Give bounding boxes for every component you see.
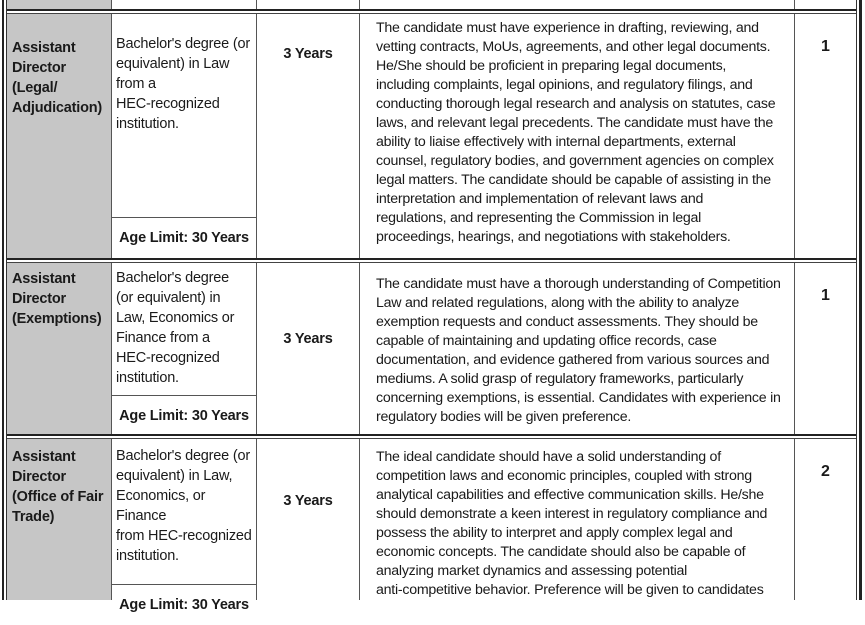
experience-cell (257, 263, 360, 435)
position-line: Adjudication) (12, 100, 103, 116)
position-line: (Office of Fair (12, 489, 104, 505)
qualification-cell (112, 14, 257, 259)
qualification-line: from HEC-recognized (116, 528, 252, 544)
description-cell (360, 439, 795, 600)
table-border-right (859, 0, 862, 600)
previous-row-stub (7, 0, 856, 9)
position-line: (Exemptions) (12, 311, 102, 327)
description-line: possess the ability to interpret and apply complex legal and (376, 525, 733, 541)
description-line: regulations, and representing the Commission in legal (376, 210, 702, 226)
position-line: Director (12, 469, 66, 485)
experience-cell (257, 0, 360, 9)
description-line: should demonstrate a keen interest in regulatory compliance and (376, 506, 768, 522)
description-line: laws, and relevant legal precedents. The candidate must have the (376, 115, 774, 131)
experience-cell (257, 14, 360, 259)
qualification-cell (112, 0, 257, 9)
title-cell (7, 0, 112, 9)
description-line: Law and related regulations, along with the ability to analyze (376, 295, 740, 311)
position-line: Director (12, 291, 66, 307)
experience-value: 3 Years (283, 331, 333, 347)
qualification-line: Bachelor's degree (116, 270, 230, 286)
posts-count: 2 (821, 463, 830, 480)
description-line: anti-competitive behavior. Preference will be given to candidates (376, 582, 764, 598)
description-line: ability to liaise effectively with internal departments, external (376, 134, 736, 150)
table-border-left (2, 0, 4, 600)
table-row (7, 263, 856, 435)
experience-value: 3 Years (283, 46, 333, 62)
age-limit: Age Limit: 30 Years (112, 584, 256, 625)
qualification-line: institution. (116, 370, 179, 386)
qualification-cell (112, 263, 257, 435)
qualification-line: Bachelor's degree (or (116, 36, 250, 52)
position-line: (Legal/ (12, 80, 58, 96)
qualification-line: HEC-recognized (116, 96, 220, 112)
qualification-text (116, 446, 254, 566)
description-line: competition laws and economic principles, coupled with strong (376, 468, 752, 484)
experience-cell (257, 439, 360, 600)
description-cell (360, 14, 795, 259)
qualification-text (116, 34, 254, 134)
description-line: economic concepts. The candidate should also be capable of (376, 544, 746, 560)
position-title (7, 14, 112, 259)
description-line: interpretation and implementation of relevant laws and (376, 191, 704, 207)
posts-count: 1 (821, 38, 830, 55)
description-line: mediums. A solid grasp of regulatory frameworks, particularly (376, 371, 744, 387)
description-cell (360, 263, 795, 435)
qualification-line: Law, Economics or (116, 310, 235, 326)
description-line: including complaints, legal opinions, and regulatory filings, and (376, 77, 753, 93)
description-line: concerning exemptions, is essential. Candidates with experience in (376, 390, 781, 406)
qualification-line: institution. (116, 116, 179, 132)
position-line: Assistant (12, 271, 76, 287)
qualification-text (116, 268, 254, 388)
position-line: Trade) (12, 509, 55, 525)
qualification-line: Bachelor's degree (or (116, 448, 250, 464)
description-line: The ideal candidate should have a solid understanding of (376, 449, 721, 465)
description-line: documentation, and evidence gathered from various sources and (376, 352, 770, 368)
description-line: capable of maintaining and updating office records, case (376, 333, 717, 349)
qualification-line: institution. (116, 548, 179, 564)
qualification-cell (112, 439, 257, 613)
age-limit: Age Limit: 30 Years (112, 217, 256, 258)
table-row (7, 14, 856, 259)
qualification-line: Finance from a (116, 330, 210, 346)
description-line: The candidate must have experience in drafting, reviewing, and (376, 20, 759, 36)
position-title (7, 263, 112, 435)
description-line: analyzing market dynamics and assessing potential (376, 563, 688, 579)
description-line: He/She should be proficient in preparing legal documents, (376, 58, 727, 74)
description-line: analytical capabilities and effective communication skills. He/she (376, 487, 764, 503)
qualification-line: equivalent) in Law, (116, 468, 233, 484)
position-title (7, 439, 112, 600)
description-line: counsel, regulatory bodies, and government agencies on complex (376, 153, 774, 169)
table-row (7, 439, 856, 613)
description-line: proceedings, hearings, and negotiations with stakeholders. (376, 229, 731, 245)
qualification-line: equivalent) in Law (116, 56, 230, 72)
position-line: Assistant (12, 449, 76, 465)
position-line: Assistant (12, 40, 76, 56)
description-line: conducting thorough legal research and analysis on statutes, case (376, 96, 776, 112)
posts-count: 1 (821, 287, 830, 304)
qualification-line: HEC-recognized (116, 350, 220, 366)
description-line: exemption requests and conduct assessments. They should be (376, 314, 758, 330)
experience-value: 3 Years (283, 493, 333, 509)
description-line: The candidate must have a thorough understanding of Competition (376, 276, 781, 292)
qualification-line: (or equivalent) in (116, 290, 221, 306)
description-line: regulatory bodies will be given preference. (376, 409, 632, 425)
age-limit: Age Limit: 30 Years (112, 395, 256, 436)
qualification-line: Economics, or Finance (116, 488, 206, 524)
description-line: vetting contracts, MoUs, agreements, and other legal documents. (376, 39, 771, 55)
qualification-line: from a (116, 76, 156, 92)
table-border-right-inner (856, 0, 857, 600)
description-line: legal matters. The candidate should be capable of assisting in the (376, 172, 771, 188)
description-cell (360, 0, 795, 9)
position-line: Director (12, 60, 66, 76)
